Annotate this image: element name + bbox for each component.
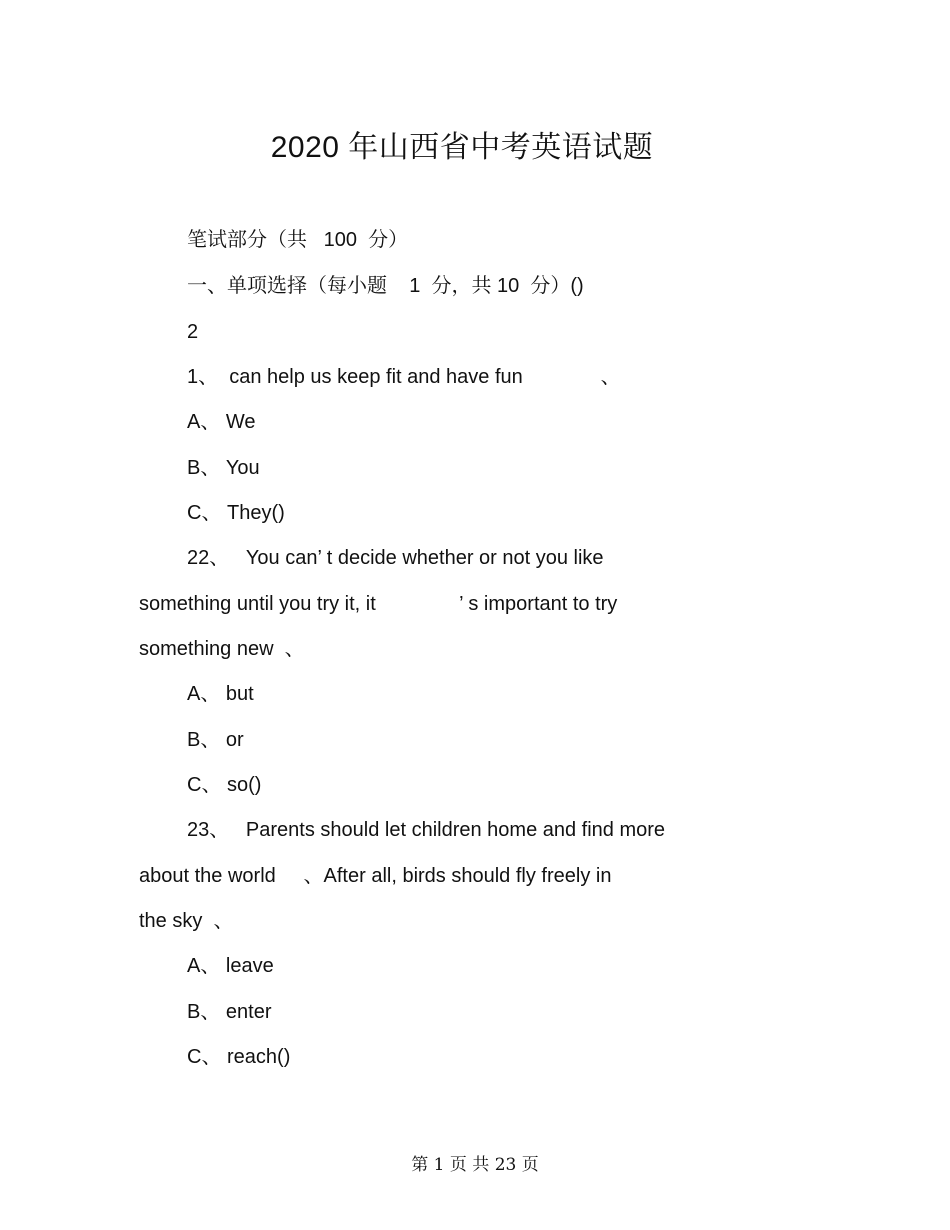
option-a: A、 but [187,683,254,705]
option-c: C、 They() [187,502,285,524]
question-1: 1、 can help us keep fit and have fun 、 [187,366,621,388]
question-22: 22、 You can’ t decide whether or not you like [187,547,604,569]
option-c: C、 so() [187,774,262,796]
question-22-continued: something until you try it, it ’ s important to try [139,593,618,615]
text-line: 2 [187,321,199,343]
option-b: B、 or [187,729,244,751]
section-instruction: 一、单项选择（每小题 1 分，共 10 分）() [187,275,584,297]
document-title: 2020 年山西省中考英语试题 [270,131,654,164]
question-22-continued: something new 、 [139,638,305,660]
question-23-continued: the sky 、 [139,910,234,932]
option-c: C、 reach() [187,1046,291,1068]
question-23-continued: about the world 、After all, birds should fly freely in [139,865,612,887]
option-a: A、 leave [187,955,274,977]
question-23: 23、 Parents should let children home and find more [187,819,666,841]
page-footer: 第 1 页 共 23 页 [411,1155,539,1175]
option-a: A、 We [187,411,256,433]
option-b: B、 enter [187,1001,272,1023]
section-header: 笔试部分（共 100 分） [187,229,409,251]
option-b: B、 You [187,457,260,479]
